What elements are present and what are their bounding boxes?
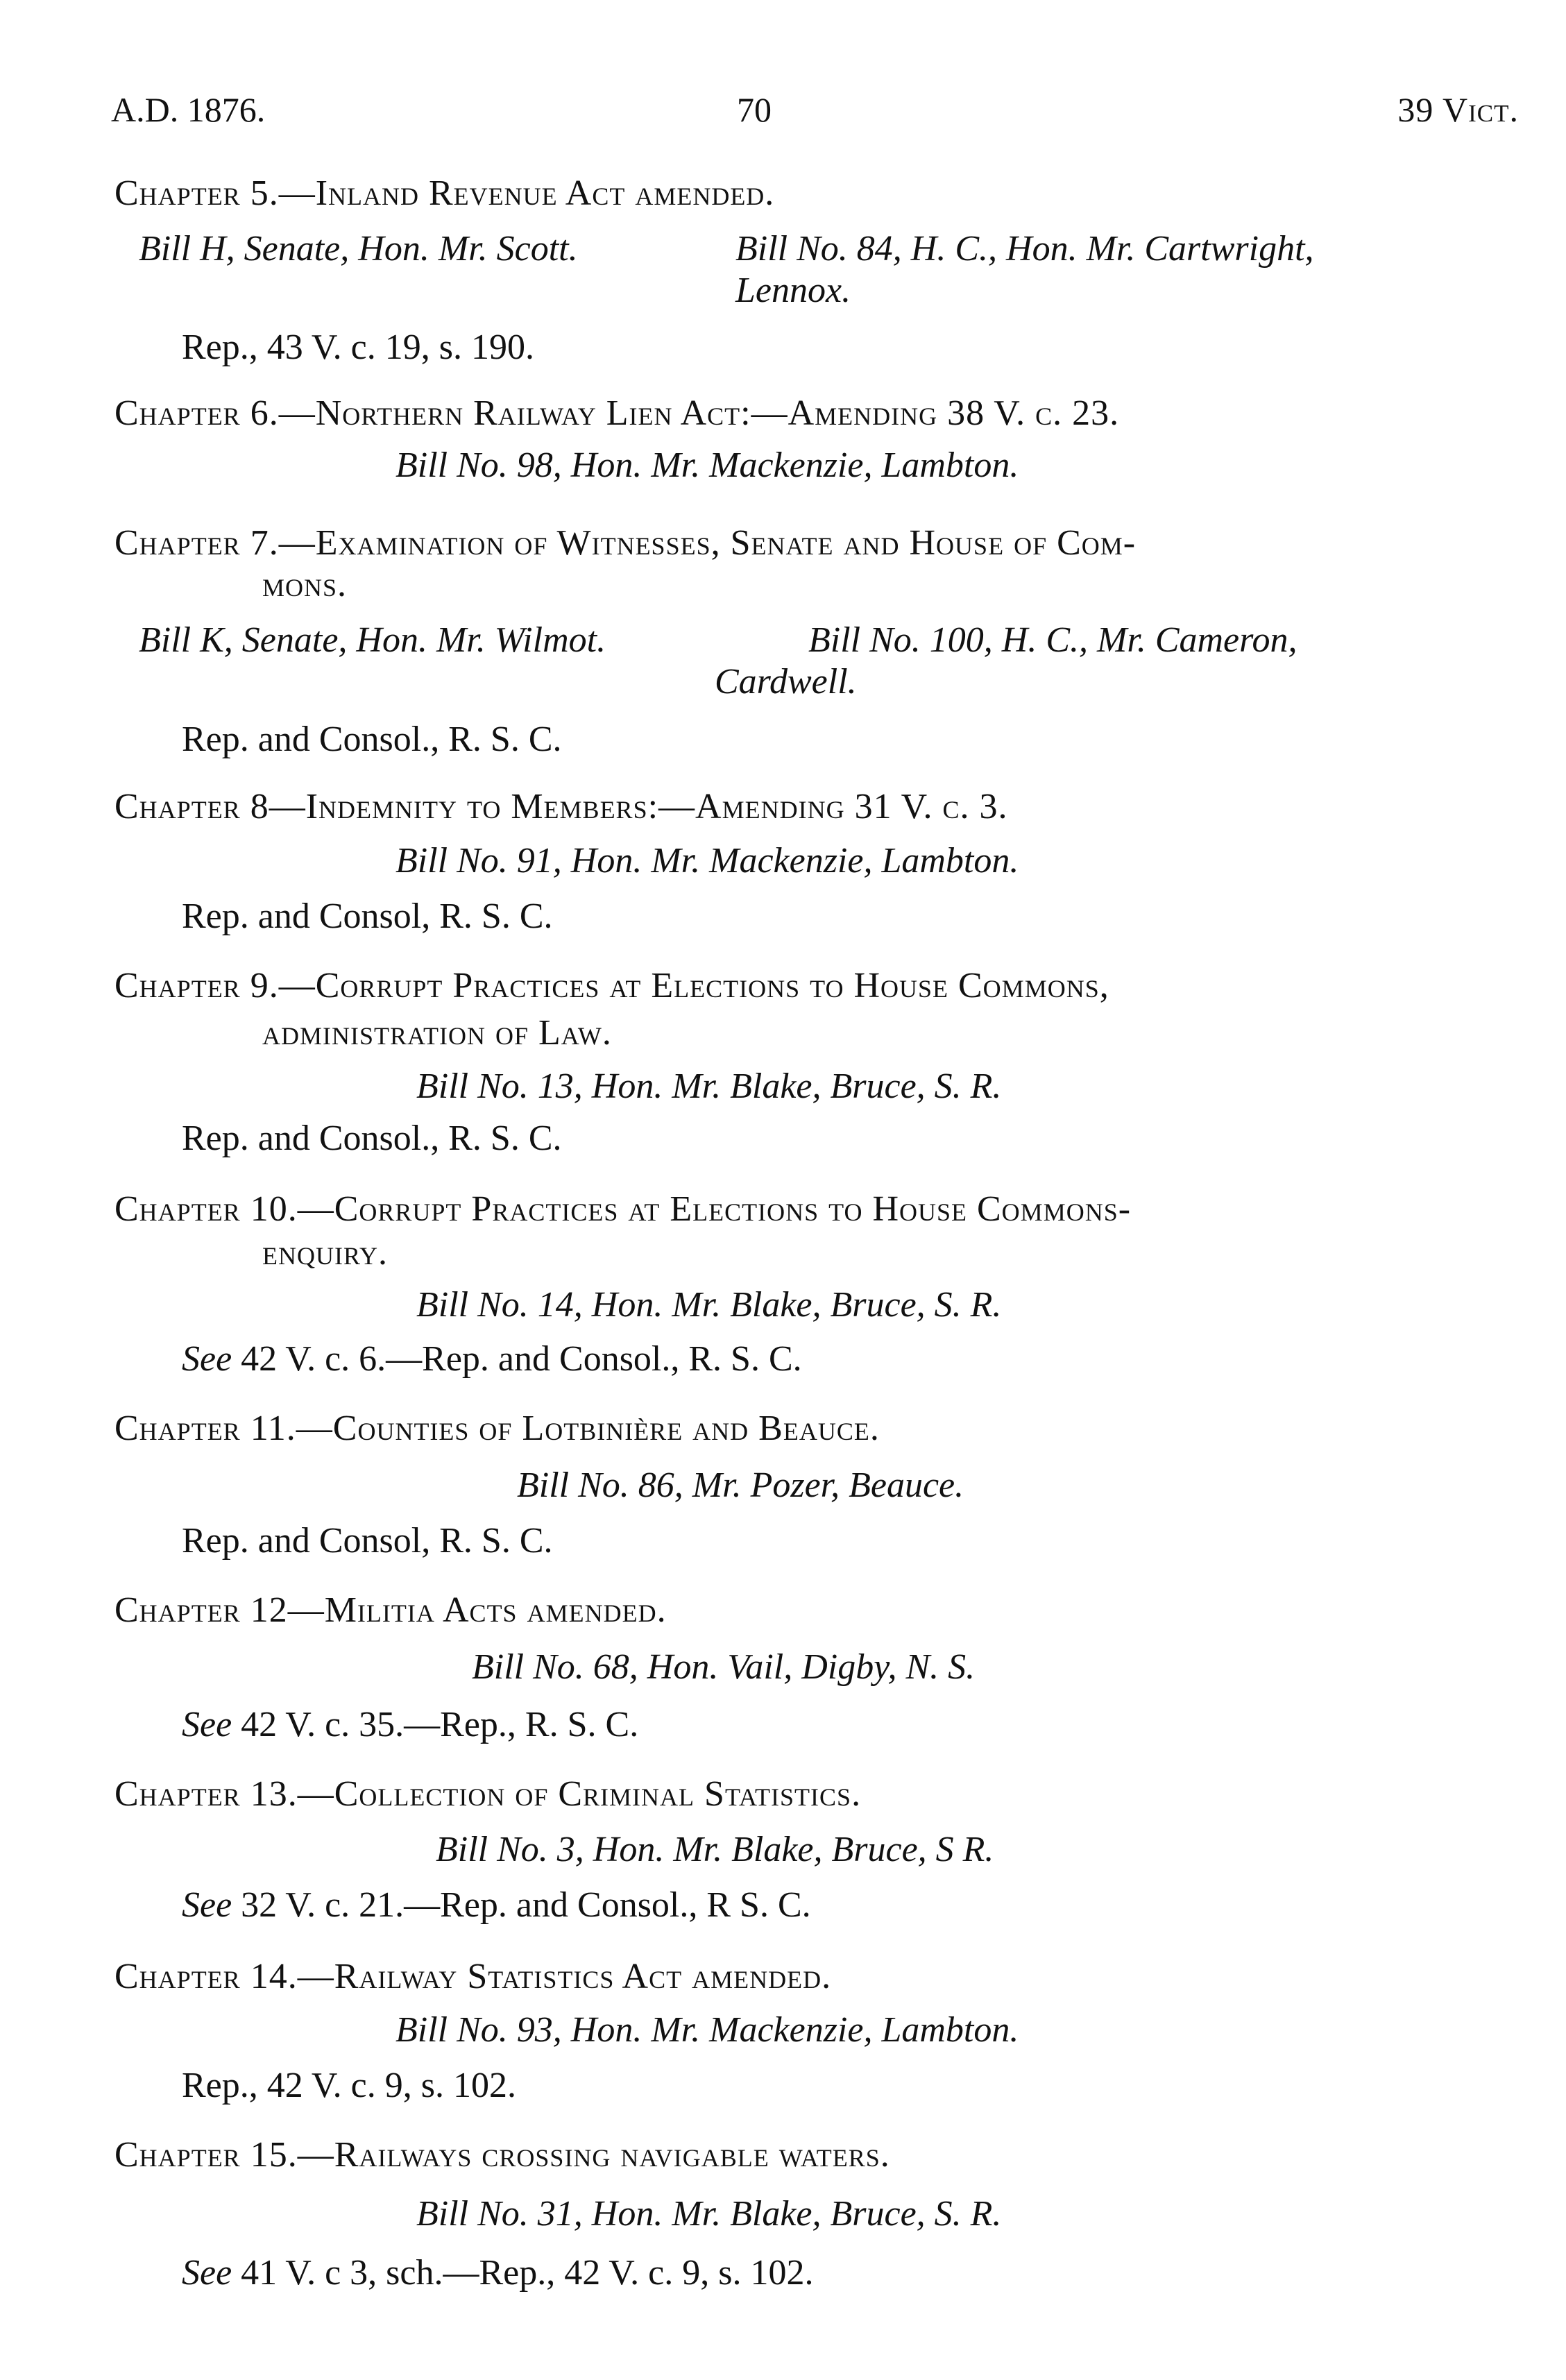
chapter-15-note: 41 V. c 3, sch.—Rep., 42 V. c. 9, s. 102.: [232, 2253, 814, 2293]
chapter-10-bill: Bill No. 14, Hon. Mr. Blake, Bruce, S. R.: [416, 1285, 1002, 1325]
chapter-15-heading: Chapter 15.—Railways crossing navigable waters.: [114, 2135, 890, 2175]
chapter-14-bill: Bill No. 93, Hon. Mr. Mackenzie, Lambton.: [395, 2010, 1019, 2050]
chapter-10-heading-cont: enquiry.: [262, 1233, 388, 1273]
chapter-5-heading: Chapter 5.—Inland Revenue Act amended.: [114, 173, 775, 213]
page-number: 70: [737, 90, 772, 129]
chapter-15-note-line: [182, 2252, 813, 2295]
chapter-7-heading: Chapter 7.—Examination of Witnesses, Senate and House of Com-: [114, 523, 1137, 563]
see-reference: See: [182, 1885, 232, 1925]
see-reference: See: [182, 1339, 232, 1379]
chapter-7-senate-bill: Bill K, Senate, Hon. Mr. Wilmot.: [139, 620, 606, 660]
chapter-13-bill: Bill No. 3, Hon. Mr. Blake, Bruce, S R.: [436, 1830, 994, 1869]
chapter-13-heading: Chapter 13.—Collection of Criminal Statistics.: [114, 1774, 862, 1814]
chapter-15-bill: Bill No. 31, Hon. Mr. Blake, Bruce, S. R.: [416, 2194, 1002, 2234]
chapter-7-commons-bill: Bill No. 100, H. C., Mr. Cameron,: [808, 620, 1297, 660]
chapter-9-heading-cont: administration of Law.: [262, 1013, 612, 1053]
see-reference: See: [182, 2253, 232, 2293]
chapter-9-note: Rep. and Consol., R. S. C.: [182, 1119, 562, 1158]
chapter-8-heading: Chapter 8—Indemnity to Members:—Amending 31 V. c. 3.: [114, 787, 1008, 826]
chapter-11-heading: Chapter 11.—Counties of Lotbinière and Beauce.: [114, 1409, 880, 1448]
chapter-10-heading: Chapter 10.—Corrupt Practices at Elections to House Commons-: [114, 1189, 1132, 1229]
chapter-11-note: Rep. and Consol, R. S. C.: [182, 1521, 553, 1561]
chapter-10-note: 42 V. c. 6.—Rep. and Consol., R. S. C.: [232, 1339, 802, 1379]
chapter-13-note-line: [182, 1884, 811, 1927]
chapter-7-commons-bill-cont: Cardwell.: [715, 662, 857, 702]
chapter-8-bill: Bill No. 91, Hon. Mr. Mackenzie, Lambton.: [395, 841, 1019, 881]
chapter-12-bill: Bill No. 68, Hon. Vail, Digby, N. S.: [472, 1647, 976, 1687]
chapter-7-note: Rep. and Consol., R. S. C.: [182, 720, 562, 759]
chapter-9-heading: Chapter 9.—Corrupt Practices at Elections to House Commons,: [114, 966, 1109, 1005]
chapter-5-note: Rep., 43 V. c. 19, s. 190.: [182, 328, 534, 367]
chapter-5-commons-bill-cont: Lennox.: [735, 271, 851, 310]
chapter-5-senate-bill: Bill H, Senate, Hon. Mr. Scott.: [139, 229, 578, 269]
chapter-8-note: Rep. and Consol, R. S. C.: [182, 896, 553, 936]
chapter-9-bill: Bill No. 13, Hon. Mr. Blake, Bruce, S. R.: [416, 1066, 1002, 1106]
chapter-12-note: 42 V. c. 35.—Rep., R. S. C.: [232, 1705, 639, 1744]
chapter-5-commons-bill: Bill No. 84, H. C., Hon. Mr. Cartwright,: [735, 229, 1314, 269]
chapter-14-note: Rep., 42 V. c. 9, s. 102.: [182, 2066, 516, 2105]
header-year: A.D. 1876.: [111, 90, 266, 129]
header-regnal-year: 39 Vict.: [1397, 90, 1519, 129]
chapter-13-note: 32 V. c. 21.—Rep. and Consol., R S. C.: [232, 1885, 811, 1925]
chapter-6-heading: Chapter 6.—Northern Railway Lien Act:—Amending 38 V. c. 23.: [114, 393, 1120, 433]
chapter-7-heading-cont: mons.: [262, 565, 348, 604]
chapter-14-heading: Chapter 14.—Railway Statistics Act amended.: [114, 1957, 832, 1996]
chapter-6-bill: Bill No. 98, Hon. Mr. Mackenzie, Lambton.: [395, 445, 1019, 485]
chapter-12-note-line: [182, 1703, 638, 1746]
chapter-11-bill: Bill No. 86, Mr. Pozer, Beauce.: [517, 1465, 964, 1505]
chapter-10-note-line: [182, 1338, 802, 1381]
chapter-12-heading: Chapter 12—Militia Acts amended.: [114, 1590, 667, 1630]
see-reference: See: [182, 1705, 232, 1744]
